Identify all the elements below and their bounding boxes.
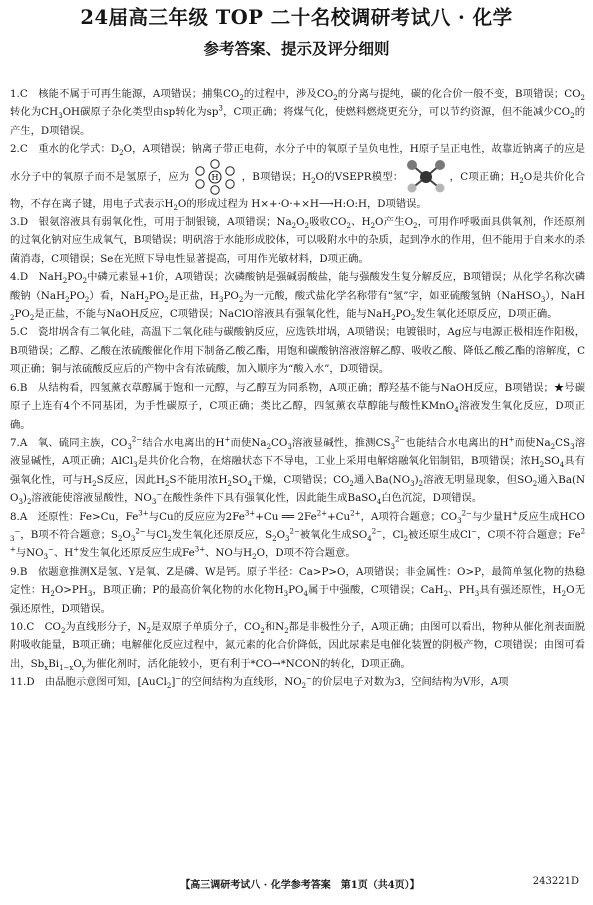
answer-text: 还原性：Fe>Cu，$Fe^{3+}$与Cu的反应应为$2Fe^{3+}+Cu$ ══ $2Fe^{2+}+Cu^{2+}$，A项符合题意；$CO_3^{2-}$与少量H+反应生成$HCO_3^-$，B项不符合题意；$S_2O_3^{2-}$与$Cl_2$发生氧化还原反应，$S_2O_3^{2-}$被氧化生成$SO_4^{2-}$，$Cl_2$被还原生成Cl−，C项不符合题意；$Fe^{2+}$与$NO_3^-$、H+发生氧化还原反应生成$Fe^{3+}$、NO与$H_2O$，D项不符合题意。	[10, 509, 586, 562]
answer-text: 瓷坩埚含有二氧化硅，高温下二氧化硅与碳酸钠反应，应选铁坩埚，A项错误；电镀银时，Ag应与电源正极相连作阳极，B项错误；乙醇、乙酸在浓硫酸催化作用下制备乙酸乙酯，用饱和碳酸钠溶液溶解乙醇、吸收乙酸、降低乙酸乙酯的溶解度，C项正确；铜与浓硫酸反应后的产物中含有浓硫酸，加入顺序为“酸入水”，D项错误。	[10, 326, 585, 376]
answer-text: 银氨溶液具有弱氧化性，可用于制银镜，A项错误；$Na_2O_2$吸收$CO_2$、$H_2O$产生$O_2$，可用作呼吸面具供氧剂，作还原剂的过氧化钠对应生成氧气，B项错误；明矾溶于水能形成胶体，可以吸附水中的杂质，起到净水的作用，但不能用于自来水的杀菌消毒，C项错误；Se在光照下导电性显著提高，可用作光敏材料，D项正确。	[10, 216, 585, 265]
answer-text: 氧、硫同主族，$CO_3^{2-}$结合水电离出的H+而使$Na_2CO_3$溶液显碱性，推测$CS_3^{2-}$也能结合水电离出的H+而使$Na_2CS_3$溶液显碱性，A项正确；AlCl$_3$是共价化合物，在熔融状态下不导电，工业上采用电解熔融氧化铝制铝，B项错误；浓$H_2SO_4$具有强氧化性，可与$H_2S$反应，因此$H_2S$不能用浓$H_2SO_4$干燥，C项错误；$CO_2$通入$Ba(NO_3)_2$溶液无明显现象，但$SO_2$通入$Ba(NO_3)_2$溶液能使溶液显酸性，$NO_3^-$在酸性条件下具有强氧化性，因此能生成BaSO$_4$白色沉淀，D项错误。	[10, 435, 586, 507]
lewis-structure: H×+·O·+×H⟶H:O:H	[251, 197, 367, 210]
answer-number: 6.B	[10, 381, 28, 394]
lone-pair-lobe-icon	[435, 160, 445, 170]
answer-content	[10, 85, 585, 692]
water-molecule-icon	[226, 166, 234, 174]
answer-text: ，B项错误；$H_2O$的VSEPR模型：	[241, 170, 404, 185]
answer-number: 3.D	[10, 216, 29, 229]
water-molecule-icon	[226, 179, 234, 187]
answer-text: $NaH_2PO_2$中磷元素显+1价，A项错误；次磷酸钠是强碱弱酸盐，能与强酸发生复分解反应，B项错误；从化学名称次磷酸钠$(NaH_2PO_2)$看，$NaH_2PO_2$是正盐，$H_3PO_2$为一元酸，酸式盐化学名称带有“氢”字，如亚硫酸氢钠（NaHSO$_3$），$NaH_2PO_2$是正盐，不能与NaOH反应，C项错误；NaClO溶液具有强氧化性，能与$NaH_2PO_2$发生氧化还原反应，D项正确。	[10, 271, 585, 323]
answer-item	[10, 140, 585, 213]
answer-number: 5.C	[10, 326, 28, 339]
hydrated-ion-figure	[191, 159, 239, 195]
water-molecule-icon	[211, 159, 219, 167]
answer-number: 9.B	[10, 565, 28, 578]
footer-page-label: 【高三调研考试八 · 化学参考答案 第1页（共4页）】	[180, 880, 420, 891]
answer-text: 由晶胞示意图可知，[AuCl$_2$]−的空间结构为直线形，$NO_2^-$的价层电子对数为3，空间结构为V形，A项	[44, 674, 509, 691]
footer-code: 243221D	[532, 876, 579, 887]
page-title: 24届高三年级 TOP 二十名校调研考试八 · 化学	[80, 6, 513, 29]
water-molecule-icon	[211, 185, 219, 193]
answer-item	[10, 434, 585, 508]
answer-number: 11.D	[10, 676, 35, 689]
answer-item	[10, 268, 585, 323]
answer-text: $CO_2$为直线形分子，$N_2$是双原子单质分子，$CO_2$和$N_2$都是非极性分子，A项正确；由图可以看出，物种从催化剂表面脱附吸收能量，B项正确；电解催化反应过程中，氮元素的化合价降低，因此尿素是电催化装置的阴极产物，C项错误；由图可看出，$Sb_xBi_{1-x}O_y$为催化剂时，活化能较小，更有利于*CO→*NCON的转化，D项正确。	[10, 620, 586, 672]
water-molecule-icon	[196, 179, 204, 187]
answer-item	[10, 618, 585, 673]
oxygen-atom-icon	[420, 171, 432, 183]
answer-item	[10, 213, 585, 268]
answer-text: 依题意推测X是氢、Y是氧、Z是磷、W是钙。原子半径：Ca>P>O，A项错误；非金属性：O>P，最简单氢化物的热稳定性：$H_2O>PH_3$，B项正确；P的最高价氧化物的水化物$H_3PO_4$属于中强酸，C项错误；CaH$_2$、$PH_3$具有强还原性，$H_2O$无强还原性，D项错误。	[10, 565, 585, 615]
answer-item	[10, 323, 585, 378]
hydrogen-atom-icon	[408, 183, 417, 192]
answer-item	[10, 563, 585, 618]
answer-item	[10, 379, 585, 434]
answer-text: 重水的化学式：$D_2O$，A项错误；钠离子带正电荷，水分子中的氧原子呈负电性，H原子呈正电性，故靠近钠离子的应是水分子中的氧原子而不是氢原子，应为	[10, 143, 585, 183]
answer-item	[10, 85, 585, 140]
central-ion-label: H	[211, 172, 219, 182]
answer-text: 从结构看，四氢薰衣草醇属于饱和一元醇，与乙醇互为同系物，A项正确；醇羟基不能与NaOH反应，B项错误；★号碳原子上连有4个不同基团，为手性碳原子，C项正确；类比乙醇，四氢薰衣草醇能与酸性KMnO$_4$溶液发生氧化反应，D项正确。	[10, 381, 586, 431]
lone-pair-lobe-icon	[407, 160, 417, 170]
page-subtitle: 参考答案、提示及评分细则	[203, 39, 390, 58]
hydrogen-atom-icon	[436, 183, 445, 192]
answer-item	[10, 508, 585, 563]
water-molecule-icon	[196, 166, 204, 174]
answer-number: 10.C	[10, 620, 35, 633]
answer-text: ，C项正确；$H_2O$是共价化合物，不存在离子键，用电子式表示$H_2O$的形成过程为	[10, 170, 586, 212]
answer-item	[10, 673, 585, 691]
answer-number: 4.D	[10, 271, 29, 284]
answer-number: 2.C	[10, 143, 28, 156]
answer-number: 7.A	[10, 436, 28, 449]
answer-number: 8.A	[10, 510, 28, 523]
answer-text: ，D项错误。	[366, 197, 427, 210]
answer-text: 核能不属于可再生能源，A项错误；捕集$CO_2$的过程中，涉及$CO_2$的分离与提纯，碳的化合价一般不变，B项错误；$CO_2$转化为$CH_3OH$碳原子杂化类型由sp转化为$sp^3$，C项正确；将煤气化，使燃料燃烧更充分，可以节约资源，但不能减少$CO_2$的产生，D项错误。	[10, 88, 585, 137]
answer-number: 1.C	[10, 88, 28, 100]
vsepr-model-figure	[405, 159, 447, 195]
page-footer	[0, 876, 593, 892]
